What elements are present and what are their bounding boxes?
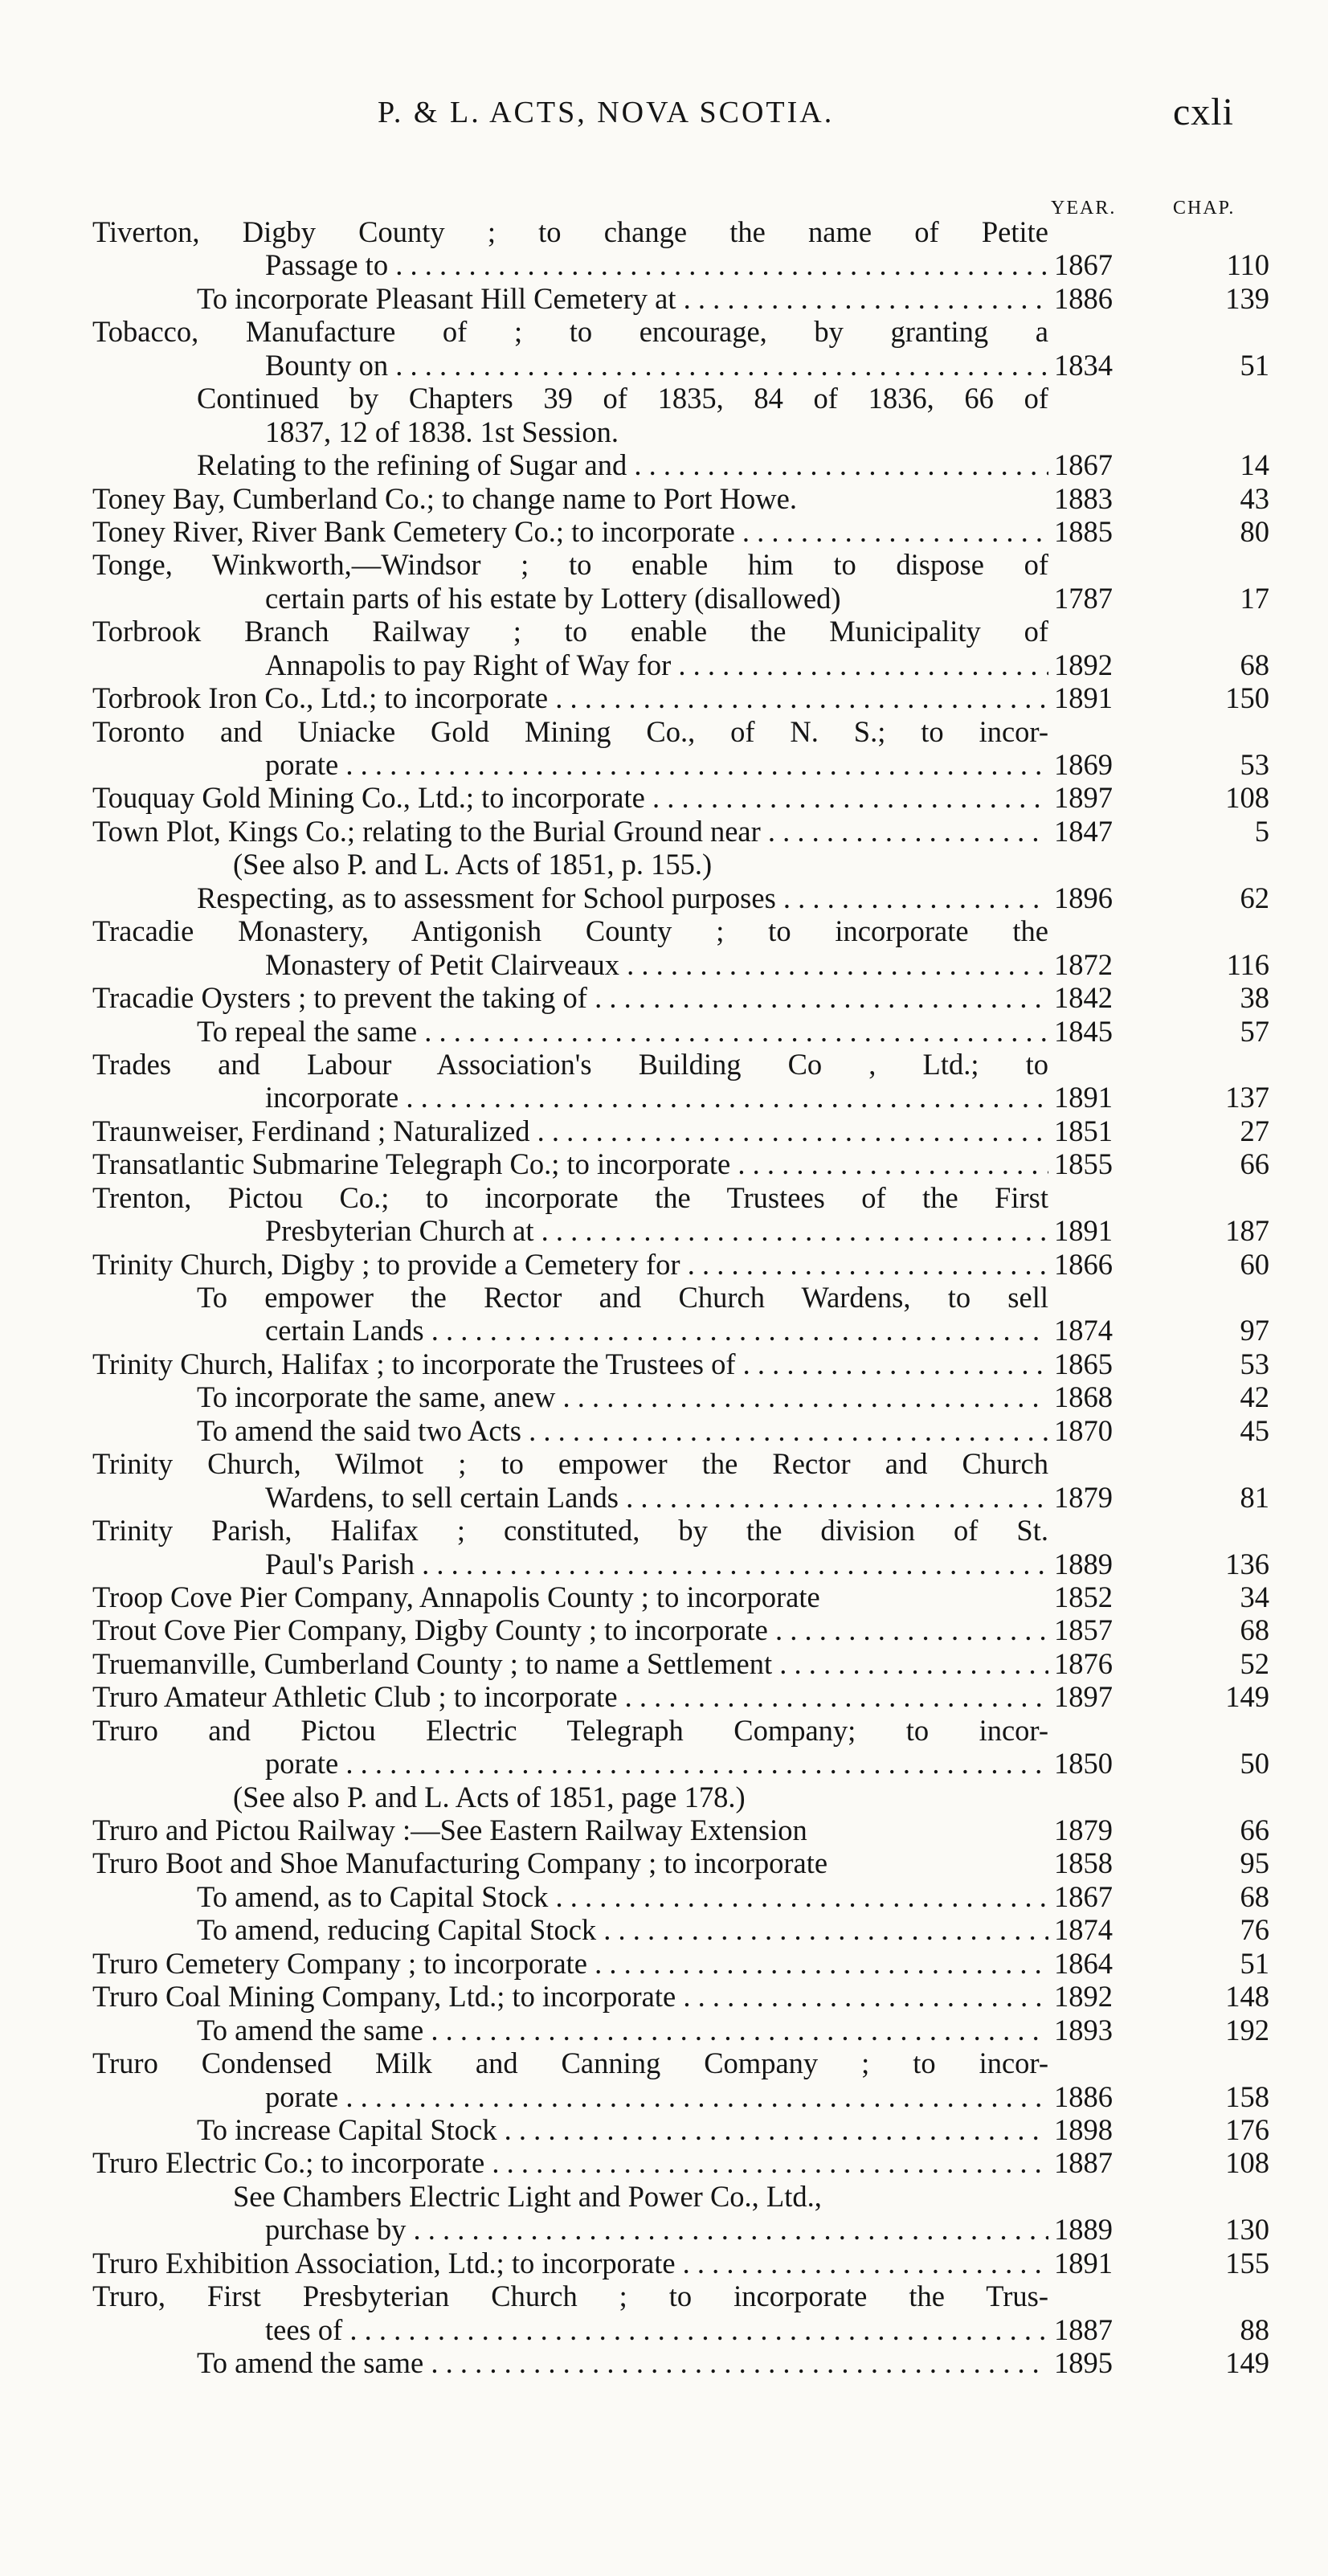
entry-chapter: 108 [1225,781,1269,815]
entry-year: 1870 [1054,1413,1113,1447]
entry-year: 1889 [1054,2213,1113,2247]
entry-text: Truro Boot and Shoe Manufacturing Company ; to incorporate [92,1846,828,1880]
index-line [0,2247,1328,2280]
entry-text: To amend the same . . . [197,2014,1048,2046]
entry-chapter: 108 [1225,2146,1269,2180]
entry-year: 1891 [1054,1081,1113,1114]
index-line [0,2213,1328,2246]
entry-year: 1879 [1054,1813,1113,1846]
entry-chapter: 81 [1240,1480,1269,1514]
index-line [0,1947,1328,1980]
index-line [0,1647,1328,1680]
entry-text: Tracadie Oysters ; to prevent the taking of . . . [92,981,1048,1014]
entry-year: 1886 [1054,2079,1113,2113]
entry-chapter: 149 [1225,1680,1269,1714]
index-line [0,1314,1328,1347]
entry-chapter: 95 [1240,1846,1269,1880]
index-line [0,914,1328,947]
index-line [0,415,1328,448]
entry-chapter: 66 [1240,1813,1269,1846]
page-header [0,91,1328,143]
entry-chapter: 97 [1240,1314,1269,1347]
entry-text: Truro Exhibition Association, Ltd.; to incorporate . . . [92,2247,1048,2280]
index-line [0,1181,1328,1214]
entry-chapter: 176 [1225,2112,1269,2146]
entry-text: Trinity Church, Halifax ; to incorporate the Trustees of . . . [92,1347,1048,1380]
entry-text: Truro Condensed Milk and Canning Company ; to incor- [92,2046,1048,2080]
index-line [0,1481,1328,1514]
entry-text: To amend the same . . . [197,2346,1048,2379]
entry-text: Presbyterian Church at . . . [265,1214,1048,1247]
entry-text: Truro Amateur Athletic Club ; to incorporate . . . [92,1680,1048,1713]
entry-text: Trenton, Pictou Co.; to incorporate the Trustees of the First [92,1180,1048,1214]
entry-chapter: 137 [1225,1081,1269,1114]
entry-chapter: 51 [1240,1946,1269,1980]
entry-text: Torbrook Branch Railway ; to enable the Municipality of [92,615,1048,648]
entry-text: Truro Cemetery Company ; to incorporate . . . [92,1947,1048,1980]
entry-year: 1892 [1054,1980,1113,2014]
entry-text: Tonge, Winkworth,—Windsor ; to enable him to dispose of [92,548,1048,582]
index-line [0,681,1328,714]
entry-chapter: 116 [1226,947,1269,981]
entry-text: Respecting, as to assessment for School purposes . . . [197,881,1048,914]
entry-year: 1787 [1054,581,1113,615]
entry-text: Troop Cove Pier Company, Annapolis County ; to incorporate [92,1580,820,1613]
entry-year: 1847 [1054,814,1113,848]
index-line [0,2146,1328,2179]
entry-text: Toronto and Uniacke Gold Mining Co., of N. S.; to incor- [92,714,1048,748]
index-line [0,1447,1328,1480]
entry-year: 1885 [1054,514,1113,548]
index-line [0,2313,1328,2346]
entry-text: Truro and Pictou Electric Telegraph Company; to incor- [92,1713,1048,1747]
entry-year: 1893 [1054,2013,1113,2046]
entry-text: See Chambers Electric Light and Power Co., Ltd., [233,2179,822,2213]
entry-text: Torbrook Iron Co., Ltd.; to incorporate . . . [92,681,1048,714]
entry-year: 1867 [1054,448,1113,482]
index-line [0,448,1328,481]
entry-chapter: 155 [1225,2246,1269,2280]
entry-text: Toney Bay, Cumberland Co.; to change name to Port Howe. [92,481,797,515]
index-line [0,715,1328,748]
entry-chapter: 80 [1240,514,1269,548]
entry-chapter: 50 [1240,1747,1269,1781]
entry-year: 1852 [1054,1580,1113,1613]
entry-year: 1887 [1054,2146,1113,2180]
entry-year: 1855 [1054,1147,1113,1181]
index-line [0,1414,1328,1447]
entry-text: Transatlantic Submarine Telegraph Co.; to incorporate . . . [92,1147,1048,1180]
index-line [0,515,1328,548]
entry-text: certain Lands . . . [265,1314,1048,1347]
entry-text: Trout Cove Pier Company, Digby County ; to incorporate . . . [92,1613,1048,1646]
index-line [0,2180,1328,2213]
entry-text: Trinity Church, Wilmot ; to empower the Rector and Church [92,1447,1048,1481]
entry-chapter: 88 [1240,2312,1269,2346]
entry-chapter: 51 [1240,348,1269,382]
index-line [0,1081,1328,1114]
entry-text: Continued by Chapters 39 of 1835, 84 of 1836, 66 of [197,382,1048,415]
entry-text: To amend, as to Capital Stock . . . [197,1880,1048,1913]
index-line [0,1813,1328,1846]
entry-text: porate . . . [265,2080,1048,2113]
entry-year: 1866 [1054,1247,1113,1281]
index-line [0,1714,1328,1747]
index-line [0,2014,1328,2046]
index-line [0,848,1328,881]
index-line [0,648,1328,681]
entry-text: purchase by . . . [265,2213,1048,2246]
entry-chapter: 150 [1225,681,1269,715]
entry-text: Tiverton, Digby County ; to change the name of Petite [92,215,1048,248]
entry-year: 1850 [1054,1747,1113,1781]
entry-year: 1898 [1054,2112,1113,2146]
entry-year: 1842 [1054,981,1113,1015]
entry-text: Trinity Parish, Halifax ; constituted, by the division of St. [92,1514,1048,1548]
index-line [0,1913,1328,1946]
index-line [0,248,1328,281]
index-line [0,615,1328,648]
entry-year: 1872 [1054,947,1113,981]
entry-chapter: 130 [1225,2213,1269,2247]
index-line [0,815,1328,848]
entry-text: Tobacco, Manufacture of ; to encourage, by granting a [92,315,1048,349]
entry-year: 1897 [1054,1680,1113,1714]
entry-chapter: 66 [1240,1147,1269,1181]
entry-year: 1883 [1054,481,1113,515]
entry-text: Traunweiser, Ferdinand ; Naturalized . . . [92,1114,1048,1147]
index-line [0,1347,1328,1380]
entry-text: porate . . . [265,748,1048,781]
entry-chapter: 68 [1240,648,1269,681]
entry-chapter: 68 [1240,1613,1269,1647]
index-line [0,582,1328,615]
entry-text: tees of . . . [265,2313,1048,2346]
entry-year: 1869 [1054,748,1113,781]
index-line [0,1580,1328,1613]
entry-chapter: 53 [1240,748,1269,781]
index-line [0,1048,1328,1081]
entry-year: 1892 [1054,648,1113,681]
index-line [0,1514,1328,1547]
entry-chapter: 60 [1240,1247,1269,1281]
index-line [0,1214,1328,1247]
index-line [0,382,1328,415]
year-column-header: YEAR. [1051,198,1117,219]
entry-year: 1865 [1054,1347,1113,1380]
index-line [0,482,1328,515]
index-line [0,1880,1328,1913]
entry-text: Annapolis to pay Right of Way for . . . [265,648,1048,681]
entry-text: To amend, reducing Capital Stock . . . [197,1913,1048,1946]
index-line [0,349,1328,382]
chap-column-header: CHAP. [1173,198,1236,219]
entry-text: incorporate . . . [265,1081,1048,1114]
entry-chapter: 158 [1225,2079,1269,2113]
entry-text: Truro Electric Co.; to incorporate . . . [92,2146,1048,2179]
entry-text: Paul's Parish . . . [265,1548,1048,1580]
entry-text: Wardens, to sell certain Lands . . . [265,1481,1048,1514]
index-line [0,2280,1328,2312]
entry-year: 1874 [1054,1314,1113,1347]
entry-chapter: 27 [1240,1114,1269,1147]
entry-text: Tracadie Monastery, Antigonish County ; to incorporate the [92,914,1048,948]
entry-chapter: 17 [1240,581,1269,615]
page-number: cxli [1173,91,1234,133]
entry-text: To increase Capital Stock . . . [197,2113,1048,2146]
entry-chapter: 45 [1240,1413,1269,1447]
entry-text: Truro, First Presbyterian Church ; to incorporate the Trus- [92,2280,1048,2313]
entry-chapter: 38 [1240,981,1269,1015]
index-entries [0,215,1328,2379]
index-line [0,1248,1328,1281]
entry-year: 1864 [1054,1946,1113,1980]
entry-year: 1897 [1054,781,1113,815]
running-title: P. & L. ACTS, NOVA SCOTIA. [378,96,835,129]
entry-text: Bounty on . . . [265,349,1048,382]
index-line [0,981,1328,1014]
index-line [0,1114,1328,1147]
entry-year: 1896 [1054,881,1113,914]
index-line [0,1015,1328,1048]
entry-text: To incorporate the same, anew . . . [197,1380,1048,1413]
index-line [0,1747,1328,1780]
entry-year: 1887 [1054,2312,1113,2346]
entry-chapter: 42 [1240,1380,1269,1414]
entry-year: 1886 [1054,281,1113,315]
entry-text: porate . . . [265,1747,1048,1780]
entry-year: 1891 [1054,1214,1113,1248]
entry-chapter: 5 [1254,814,1269,848]
entry-text: Touquay Gold Mining Co., Ltd.; to incorporate . . . [92,781,1048,814]
entry-chapter: 57 [1240,1014,1269,1048]
index-line [0,282,1328,315]
entry-text: Passage to . . . [265,248,1048,281]
index-line [0,1613,1328,1646]
entry-text: Town Plot, Kings Co.; relating to the Burial Ground near . . . [92,815,1048,848]
entry-chapter: 110 [1226,248,1269,282]
entry-text: 1837, 12 of 1838. 1st Session. [265,415,619,448]
entry-text: To incorporate Pleasant Hill Cemetery at . . . [197,282,1048,315]
entry-text: (See also P. and L. Acts of 1851, page 178.) [233,1780,746,1813]
index-line [0,1781,1328,1813]
entry-year: 1889 [1054,1547,1113,1580]
entry-chapter: 187 [1225,1214,1269,1248]
entry-year: 1858 [1054,1846,1113,1880]
entry-text: Truro and Pictou Railway :—See Eastern Railway Extension [92,1813,807,1846]
entry-text: Toney River, River Bank Cemetery Co.; to incorporate . . . [92,515,1048,548]
entry-text: Trades and Labour Association's Building Co , Ltd.; to [92,1047,1048,1081]
index-line [0,748,1328,781]
index-line [0,548,1328,581]
entry-text: To amend the said two Acts . . . [197,1414,1048,1447]
entry-chapter: 14 [1240,448,1269,482]
entry-chapter: 192 [1225,2013,1269,2046]
entry-year: 1845 [1054,1014,1113,1048]
entry-year: 1891 [1054,681,1113,715]
index-line [0,1380,1328,1413]
entry-year: 1876 [1054,1646,1113,1680]
entry-text: (See also P. and L. Acts of 1851, p. 155.) [233,848,713,881]
entry-year: 1857 [1054,1613,1113,1647]
entry-text: To empower the Rector and Church Wardens, to sell [197,1281,1048,1314]
entry-text: Monastery of Petit Clairveaux . . . [265,948,1048,981]
index-line [0,1980,1328,2013]
entry-chapter: 62 [1240,881,1269,914]
entry-text: To repeal the same . . . [197,1015,1048,1048]
index-line [0,1147,1328,1180]
entry-year: 1868 [1054,1380,1113,1414]
entry-chapter: 139 [1225,281,1269,315]
entry-chapter: 34 [1240,1580,1269,1613]
entry-chapter: 43 [1240,481,1269,515]
index-line [0,1846,1328,1879]
entry-chapter: 149 [1225,2346,1269,2379]
entry-year: 1895 [1054,2346,1113,2379]
entry-year: 1851 [1054,1114,1113,1147]
entry-text: Trinity Church, Digby ; to provide a Cemetery for . . . [92,1248,1048,1281]
entry-text: certain parts of his estate by Lottery (disallowed) [265,581,841,615]
entry-text: Relating to the refining of Sugar and . . . [197,448,1048,481]
index-line [0,215,1328,248]
entry-chapter: 76 [1240,1913,1269,1947]
entry-chapter: 68 [1240,1879,1269,1913]
index-line [0,781,1328,814]
entry-year: 1874 [1054,1913,1113,1947]
index-line [0,2346,1328,2379]
index-line [0,2113,1328,2146]
index-line [0,2046,1328,2079]
index-line [0,948,1328,981]
index-line [0,2080,1328,2113]
entry-chapter: 148 [1225,1980,1269,2014]
index-line [0,1680,1328,1713]
index-line [0,1548,1328,1580]
entry-year: 1867 [1054,1879,1113,1913]
entry-chapter: 136 [1225,1547,1269,1580]
index-line [0,1281,1328,1314]
index-line [0,315,1328,348]
entry-chapter: 52 [1240,1646,1269,1680]
entry-text: Truro Coal Mining Company, Ltd.; to incorporate . . . [92,1980,1048,2013]
entry-year: 1891 [1054,2246,1113,2280]
entry-chapter: 53 [1240,1347,1269,1380]
entry-year: 1867 [1054,248,1113,282]
index-line [0,881,1328,914]
entry-year: 1834 [1054,348,1113,382]
entry-year: 1879 [1054,1480,1113,1514]
entry-text: Truemanville, Cumberland County ; to name a Settlement . . . [92,1647,1048,1680]
